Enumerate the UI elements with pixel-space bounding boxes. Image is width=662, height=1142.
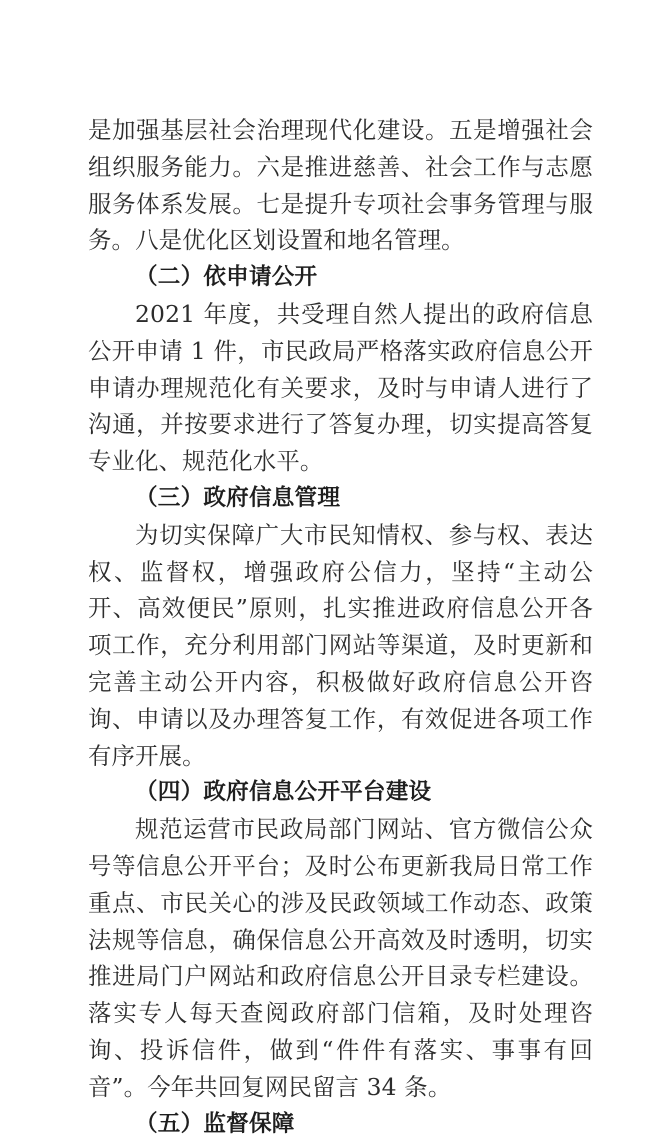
- heading-section-4-disclosure-platform-construction: （四）政府信息公开平台建设: [135, 779, 432, 806]
- heading-section-3-government-information-management: （三）政府信息管理: [135, 484, 341, 511]
- paragraph-safeguard-public-rights: 为切实保障广大市民知情权、参与权、表达权、监督权，增强政府公信力，坚持“主动公开、高效便民”原则，扎实推进政府信息公开各项工作，充分利用部门网站等渠道，及时更新和完善主动公开内容，积极做好政府信息公开咨询、申请以及办理答复工作，有效促进各项工作有序开展。: [88, 520, 593, 770]
- paragraph-platform-operation-and-replies: 规范运营市民政局部门网站、官方微信公众号等信息公开平台；及时公布更新我局日常工作重点、市民关心的涉及民政领域工作动态、政策法规等信息，确保信息公开高效及时透明，切实推进局门户网站和政府信息公开目录专栏建设。落实专人每天查阅政府部门信箱，及时处理咨询、投诉信件，做到“件件有落实、事事有回音”。今年共回复网民留言 34 条。: [88, 815, 593, 1101]
- paragraph-continuation-grassroots-governance: 是加强基层社会治理现代化建设。五是增强社会组织服务能力。六是推进慈善、社会工作与志愿服务体系发展。七是提升专项社会事务管理与服务。八是优化区划设置和地名管理。: [88, 116, 593, 255]
- heading-section-2-application-disclosure: （二）依申请公开: [135, 264, 318, 291]
- paragraph-2021-disclosure-applications: 2021 年度，共受理自然人提出的政府信息公开申请 1 件，市民政局严格落实政府信息公开申请办理规范化有关要求，及时与申请人进行了沟通，并按要求进行了答复办理，切实提高答复专业化、规范化水平。: [88, 299, 593, 476]
- document-text-column: [88, 112, 593, 1142]
- heading-section-5-supervision-guarantee: （五）监督保障: [135, 1110, 295, 1137]
